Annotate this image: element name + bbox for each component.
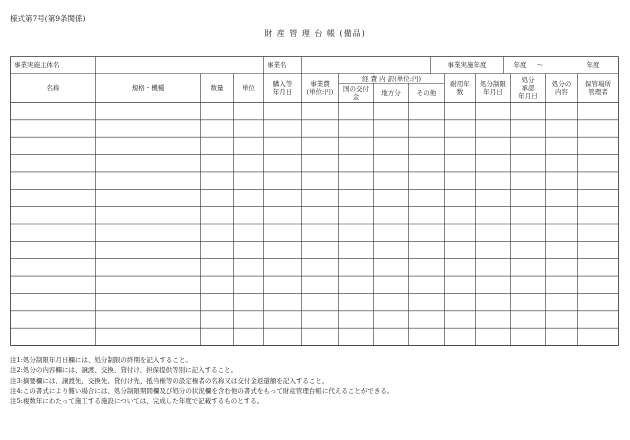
note-3: 注3:摘要欄には、譲渡先、交換先、貸付け先、抵当権等の設定権者の名称又は交付金返還額を記入すること。	[10, 376, 329, 385]
year-from-label: 年度	[513, 61, 527, 69]
note-2: 注2:処分の内容欄には、譲渡、交換、貸付け、担保提供等別に記入すること。	[10, 366, 238, 375]
notes	[10, 355, 393, 406]
org-value-field[interactable]	[96, 57, 263, 73]
col-header-breakdown: 経 費 内 訳(単位:円)	[362, 74, 421, 83]
col-header-purchase-date: 購入等 年月日	[272, 80, 293, 96]
note-5: 注5:複数年にわたって施工する施設については、完成した年度で記載するものとする。	[10, 397, 264, 406]
form-number: 様式第7号(第9条関係)	[10, 14, 86, 23]
page-title: 財 産 管 理 台 帳 (備品)	[264, 29, 366, 38]
col-header-spec: 規格・機種	[131, 84, 165, 92]
year-label: 事業実施年度	[447, 61, 487, 69]
year-to-label: 年度	[586, 61, 600, 69]
col-header-disposal-content: 処分の 内容	[551, 80, 572, 96]
col-header-project-cost: 事業費 (単位:円)	[306, 80, 334, 96]
col-header-useful-life: 耐用年 数	[450, 80, 470, 96]
col-header-other: その他	[416, 89, 437, 97]
col-header-local: 地方分	[381, 89, 401, 97]
col-header-custodian: 保管場所 管理者	[585, 80, 611, 96]
col-header-unit: 単位	[242, 84, 255, 92]
project-label: 事業名	[267, 61, 287, 69]
project-value-field[interactable]	[302, 57, 430, 73]
col-header-disposal-approval: 処分 承認 年月日	[518, 76, 538, 100]
col-header-disposal-limit: 処分制限 年月日	[480, 80, 506, 96]
col-header-name: 名称	[46, 84, 60, 92]
org-label: 事業実施主体名	[14, 61, 60, 69]
note-1: 注1:処分制限年月日欄には、処分制限の終期を記入すること。	[10, 356, 192, 364]
col-header-national: 国の交付 金	[343, 85, 369, 101]
note-4: 注4:この書式により難い場合には、処分制限期間欄及び処分の状況欄を含む他の書式をもって財産管理台帳に代えることができる。	[10, 386, 394, 395]
col-header-quantity: 数量	[210, 84, 224, 92]
year-tilde: 〜	[536, 61, 544, 69]
